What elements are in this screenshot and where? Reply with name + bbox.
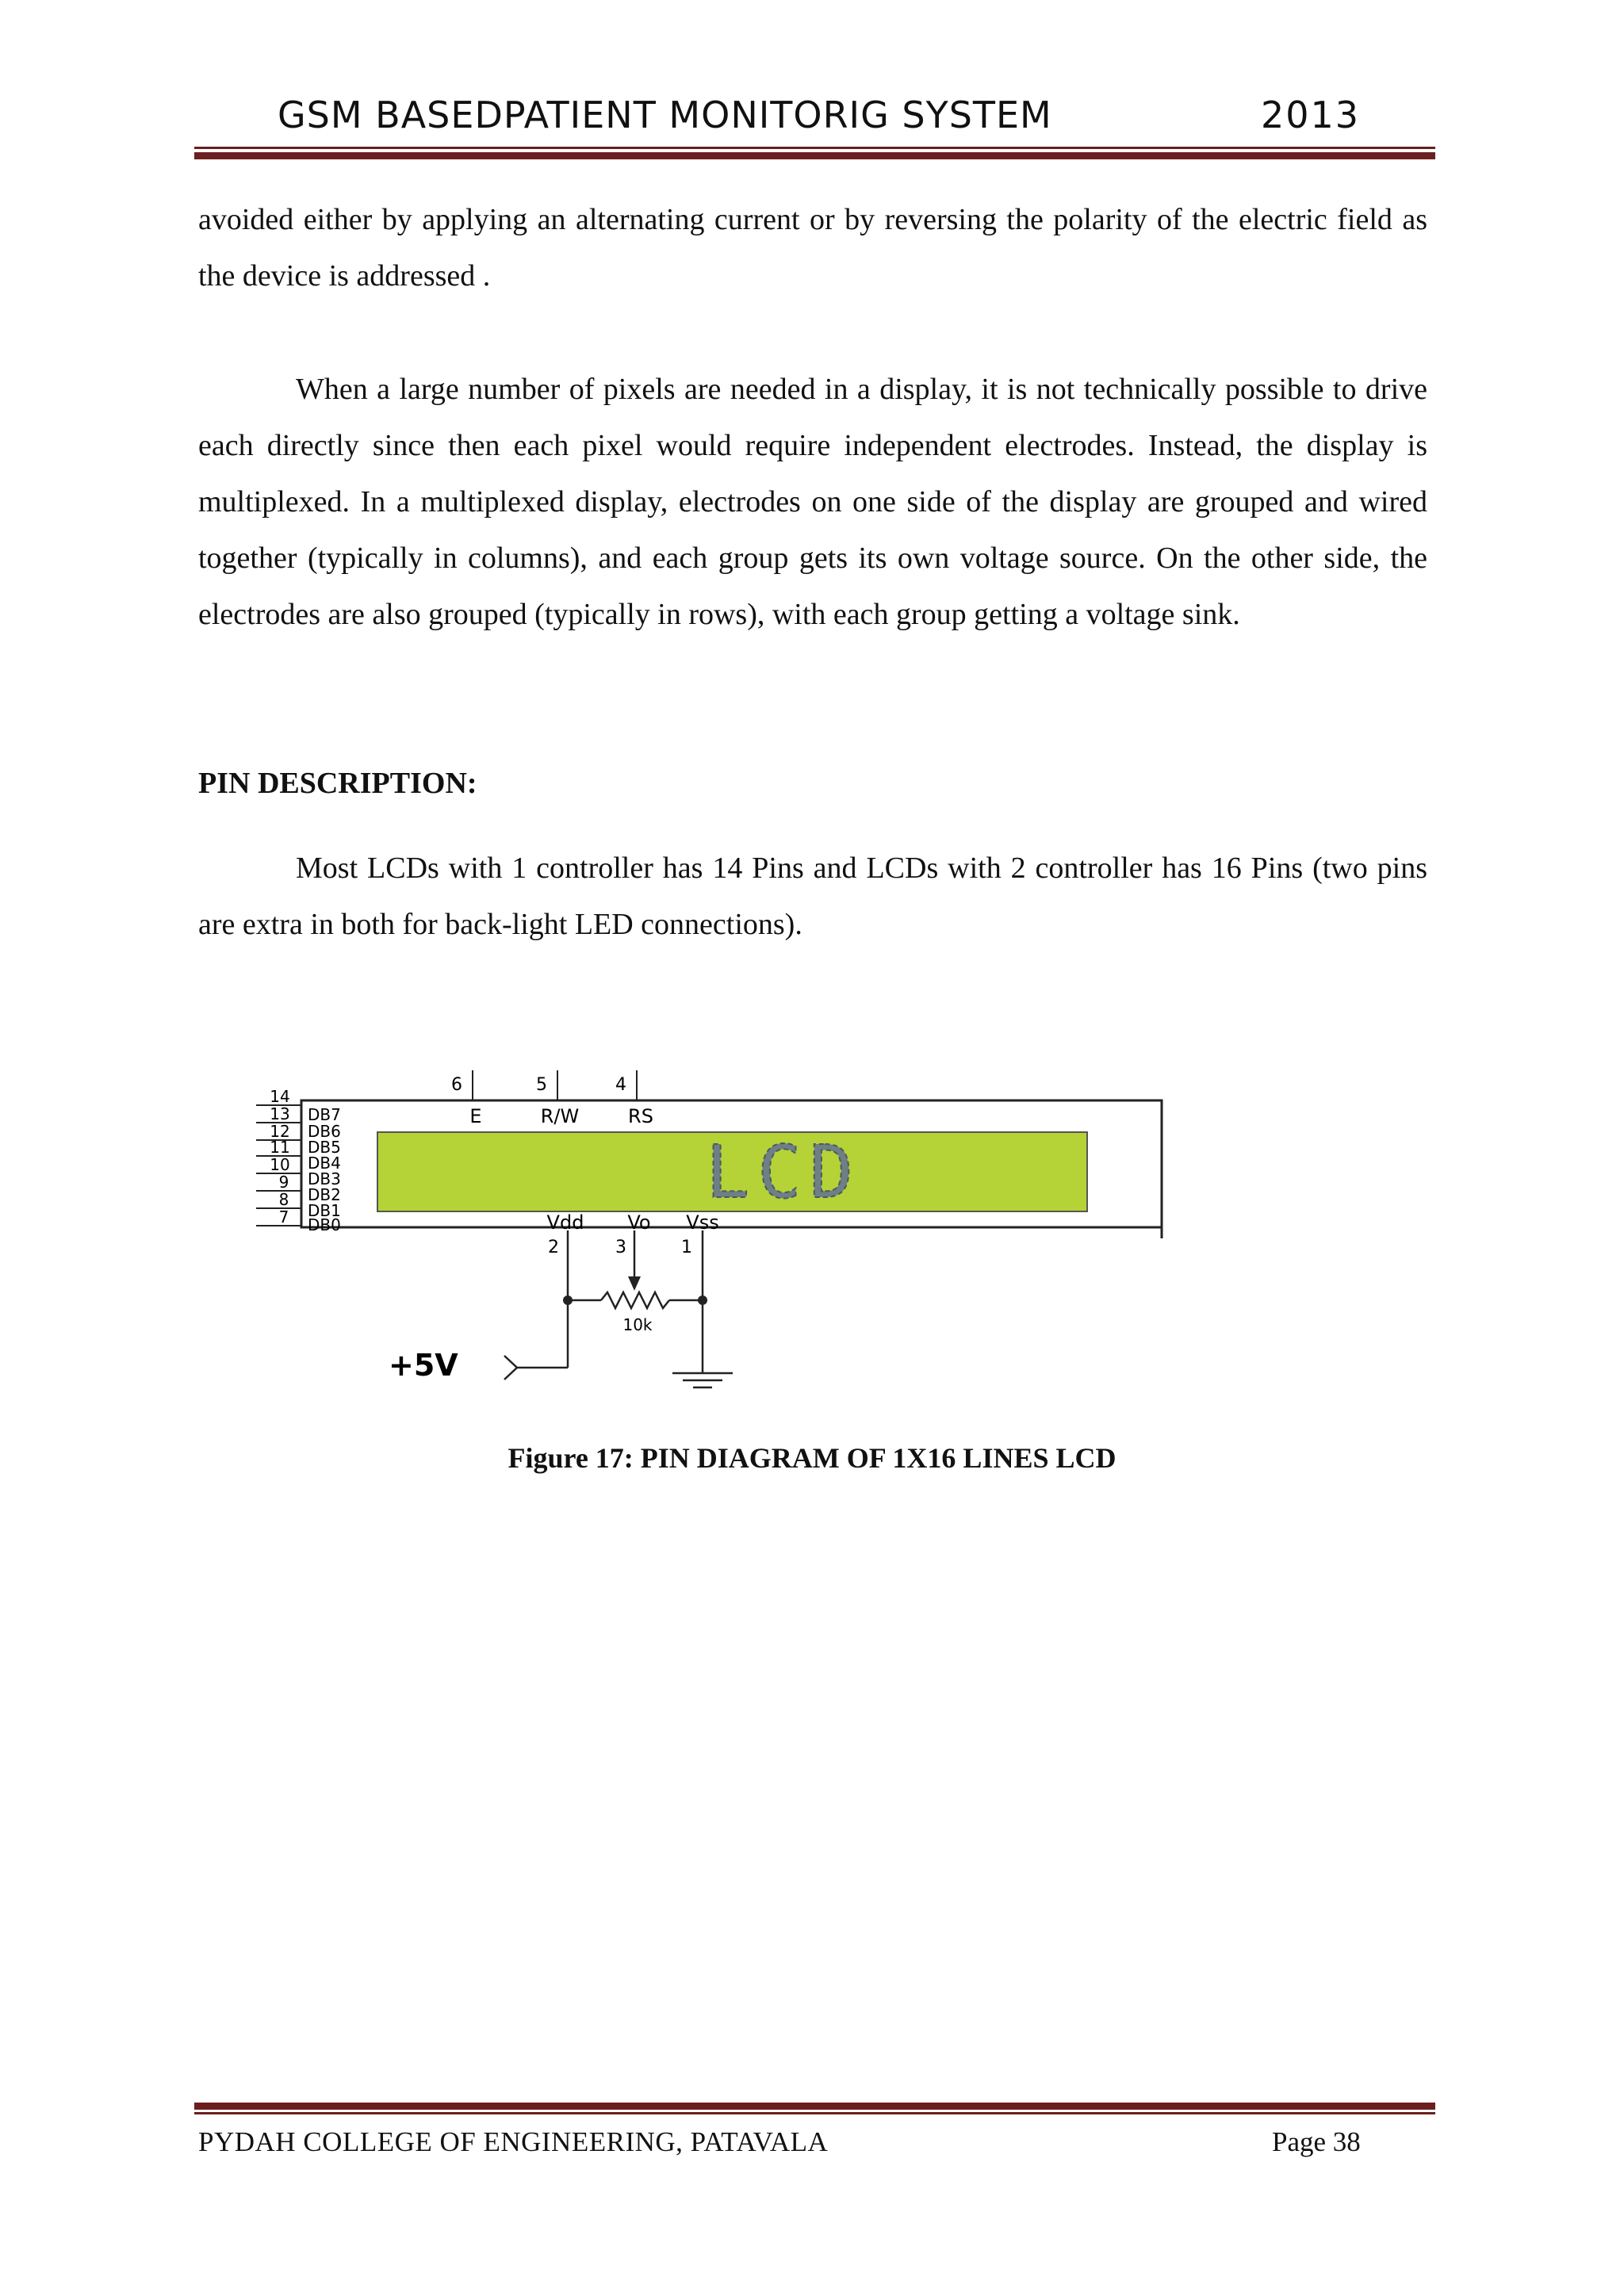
lcd-pin-diagram [252, 1062, 1172, 1395]
pin-number-8: 8 [278, 1190, 289, 1209]
pin-number-9: 9 [278, 1173, 289, 1192]
label-db0: DB0 [308, 1215, 341, 1234]
pin-number-7: 7 [278, 1207, 289, 1226]
label-db6: DB6 [308, 1122, 341, 1141]
pin-number-14: 14 [270, 1087, 290, 1106]
label-db2: DB2 [308, 1185, 341, 1204]
label-e: E [469, 1105, 482, 1127]
pin-number-11: 11 [270, 1138, 290, 1157]
top-pin-5: 5 [536, 1075, 547, 1095]
label-vdd: Vdd [546, 1211, 584, 1234]
pin-number-13: 13 [270, 1104, 290, 1123]
label-vss: Vss [686, 1211, 719, 1234]
header-year: 2013 [1261, 94, 1361, 136]
junction-dot-left [563, 1295, 573, 1305]
supply-label: +5V [389, 1348, 458, 1383]
pin-number-10: 10 [270, 1155, 290, 1174]
bottom-pin-2: 2 [548, 1238, 559, 1257]
label-rw: R/W [540, 1105, 580, 1127]
bottom-pin-3: 3 [615, 1238, 626, 1257]
paragraph-1: avoided either by applying an alternating current or by reversing the polarity of the electric field as the device is addressed . [198, 203, 1427, 293]
junction-dot-right [698, 1295, 707, 1305]
header-rule-thin [194, 147, 1435, 149]
label-db1: DB1 [308, 1201, 341, 1220]
pin-number-12: 12 [270, 1122, 290, 1141]
potentiometer-resistor [601, 1292, 669, 1308]
wiper-arrow [628, 1276, 641, 1291]
header-rule-thick [194, 152, 1435, 159]
footer-page-number: Page 38 [1272, 2126, 1361, 2157]
header-title: GSM BASEDPATIENT MONITORIG SYSTEM [278, 94, 1052, 136]
top-pin-4: 4 [615, 1075, 626, 1095]
lcd-screen-text: LCD [705, 1130, 862, 1215]
label-db4: DB4 [308, 1154, 341, 1173]
footer-rule-thick [194, 2103, 1435, 2110]
label-vo: Vo [627, 1211, 651, 1234]
paragraph-2: When a large number of pixels are needed in a display, it is not technically possible to drive each directly since then each pixel would require independent electrodes. Instead, the display is multiplexed. In a multiplexed display, electrodes on one side of the display are grouped and wired together (typically in columns), and each group gets its own voltage source. On the other side, the electrodes are also grouped (typically in rows), with each group getting a voltage sink. [198, 373, 1427, 631]
figure-caption: Figure 17: PIN DIAGRAM OF 1X16 LINES LCD [508, 1442, 1116, 1474]
footer-rule-thin [194, 2112, 1435, 2114]
section-heading: PIN DESCRIPTION: [198, 767, 477, 800]
label-db7: DB7 [308, 1105, 341, 1124]
label-db3: DB3 [308, 1169, 341, 1188]
bottom-pin-1: 1 [681, 1238, 692, 1257]
supply-arrow [504, 1356, 517, 1380]
footer-college: PYDAH COLLEGE OF ENGINEERING, PATAVALA [198, 2126, 829, 2157]
top-pin-6: 6 [451, 1075, 462, 1095]
label-rs: RS [628, 1105, 653, 1127]
label-db5: DB5 [308, 1138, 341, 1157]
paragraph-3: Most LCDs with 1 controller has 14 Pins and LCDs with 2 controller has 16 Pins (two pins are extra in both for back-light LED connections). [198, 851, 1427, 941]
pot-label: 10k [622, 1315, 653, 1334]
